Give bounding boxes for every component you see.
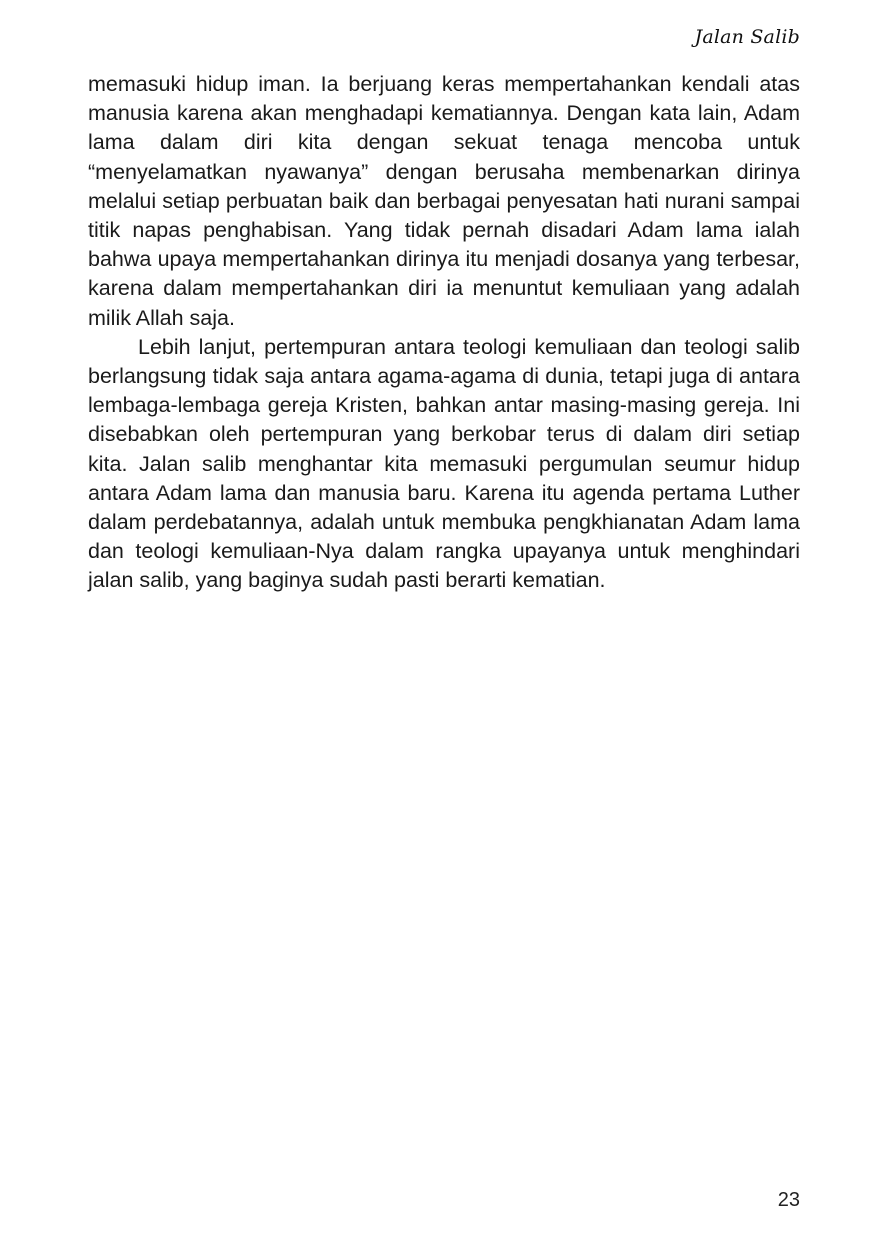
page-number: 23: [777, 1189, 800, 1211]
body-paragraph-2: Lebih lanjut, pertempuran antara teologi kemuliaan dan teologi salib berlangsung tidak saja antara agama-agama di dunia, tetapi juga di antara lembaga-lembaga gereja Kristen, bahkan antar masing-masing gereja. Ini disebabkan oleh pertempuran yang berkobar terus di dalam diri setiap kita. Jalan salib menghantar kita memasuki pergumulan seumur hidup antara Adam lama dan manusia baru. Karena itu agenda pertama Luther dalam perdebatannya, adalah untuk membuka pengkhianatan Adam lama dan teologi kemuliaan-Nya dalam rangka upayanya untuk menghindari jalan salib, yang baginya sudah pasti berarti kematian.: [88, 334, 800, 593]
body-paragraph-1: memasuki hidup iman. Ia berjuang keras mempertahankan kendali atas manusia karena akan menghadapi kematiannya. Dengan kata lain, Adam lama dalam diri kita dengan sekuat tenaga mencoba untuk “menyelamatkan nyawanya” dengan berusaha membenarkan dirinya melalui setiap perbuatan baik dan berbagai penyesatan hati nurani sampai titik napas penghabisan. Yang tidak pernah disadari Adam lama ialah bahwa upaya mempertahankan dirinya itu menjadi dosanya yang terbesar, karena dalam mempertahankan diri ia menuntut kemuliaan yang adalah milik Allah saja.: [88, 72, 800, 330]
page-body: [88, 70, 800, 596]
running-header-title: Jalan Salib: [694, 26, 800, 48]
